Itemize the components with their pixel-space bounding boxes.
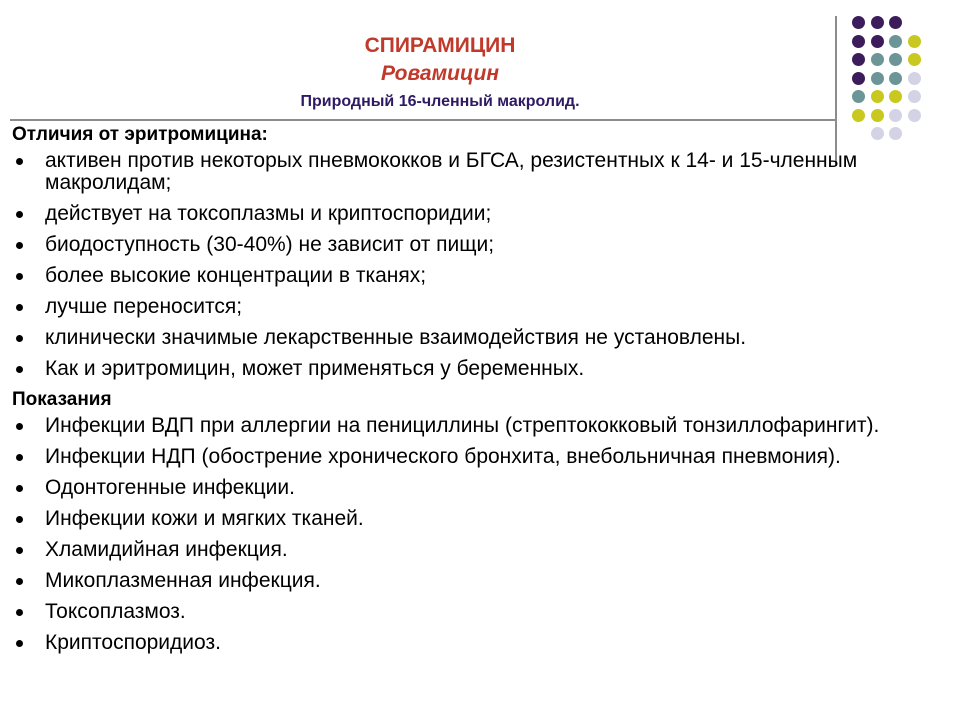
list-item: Микоплазменная инфекция.	[12, 570, 932, 592]
horizontal-divider	[10, 119, 836, 121]
slide-title: СПИРАМИЦИН	[364, 34, 516, 57]
list-item: Токсоплазмоз.	[12, 601, 932, 623]
decorative-dot	[871, 109, 884, 122]
list-item: более высокие концентрации в тканях;	[12, 265, 932, 287]
indications-list	[12, 415, 932, 654]
list-item: клинически значимые лекарственные взаимодействия не установлены.	[12, 327, 932, 349]
decorative-dot	[871, 35, 884, 48]
decorative-dot	[871, 72, 884, 85]
title-block	[250, 32, 630, 114]
decorative-dot	[908, 53, 921, 66]
decorative-dot	[852, 16, 865, 29]
list-item: Криптоспоридиоз.	[12, 632, 932, 654]
decorative-dot	[889, 90, 902, 103]
list-item: биодоступность (30-40%) не зависит от пищи;	[12, 234, 932, 256]
list-item: активен против некоторых пневмококков и БГСА, резистентных к 14- и 15-членным макролидам;	[12, 150, 932, 194]
slide-description: Природный 16-членный макролид.	[300, 93, 580, 110]
list-item: Как и эритромицин, может применяться у беременных.	[12, 358, 932, 380]
list-item: Инфекции НДП (обострение хронического бронхита, внебольничная пневмония).	[12, 446, 932, 468]
list-item: Инфекции ВДП при аллергии на пенициллины (стрептококковый тонзиллофарингит).	[12, 415, 932, 437]
list-item: Инфекции кожи и мягких тканей.	[12, 508, 932, 530]
indications-heading: Показания	[12, 389, 112, 410]
decorative-dot	[852, 53, 865, 66]
list-item: Хламидийная инфекция.	[12, 539, 932, 561]
decorative-dot	[871, 16, 884, 29]
decorative-dot	[889, 53, 902, 66]
decorative-dot	[908, 109, 921, 122]
decorative-dot	[852, 90, 865, 103]
slide-subtitle: Ровамицин	[380, 62, 500, 85]
decorative-dot	[852, 35, 865, 48]
decorative-dot	[889, 109, 902, 122]
decorative-dot	[889, 72, 902, 85]
list-item: Одонтогенные инфекции.	[12, 477, 932, 499]
list-item: действует на токсоплазмы и криптоспоридии;	[12, 203, 932, 225]
decorative-dot	[889, 35, 902, 48]
differences-list	[12, 150, 932, 380]
decorative-dot	[871, 90, 884, 103]
differences-heading: Отличия от эритромицина:	[12, 124, 268, 145]
decorative-dot	[889, 16, 902, 29]
decorative-dot	[852, 72, 865, 85]
list-item: лучше переносится;	[12, 296, 932, 318]
decorative-dot	[908, 72, 921, 85]
slide-content	[12, 124, 932, 663]
decorative-dot	[908, 35, 921, 48]
decorative-dot	[871, 53, 884, 66]
decorative-dot	[908, 90, 921, 103]
decorative-dot	[852, 109, 865, 122]
